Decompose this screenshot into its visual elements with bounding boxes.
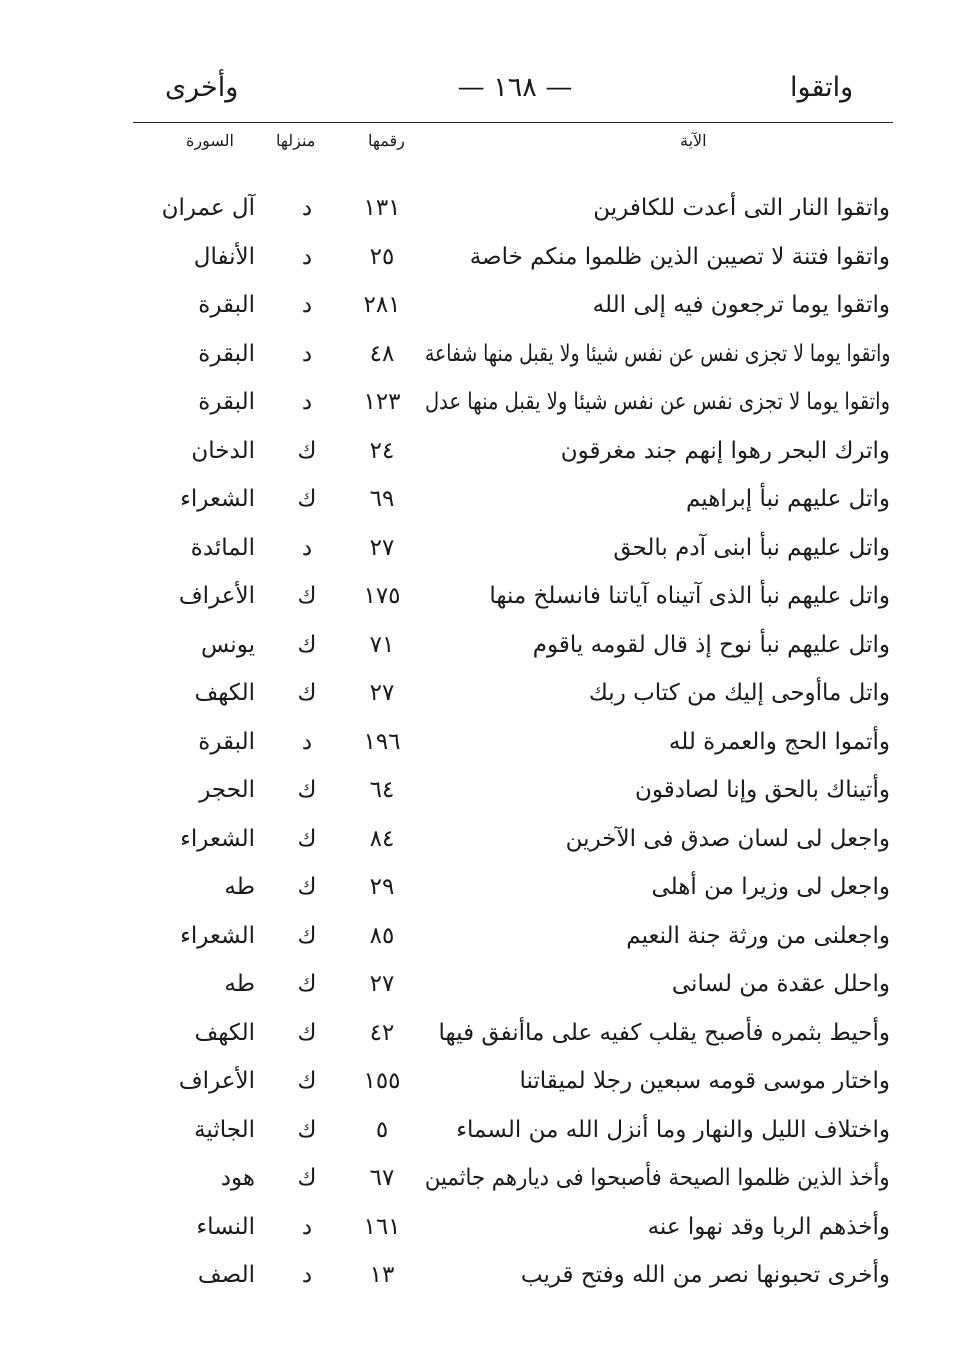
verse-number-cell: ٨٥	[369, 922, 395, 949]
verse-number-cell: ٢٥	[369, 243, 395, 270]
revelation-place-cell: ك	[297, 1116, 317, 1143]
table-row	[0, 1207, 967, 1247]
verse-number-cell: ١٣	[369, 1262, 395, 1288]
table-row	[0, 576, 967, 616]
verse-number-cell: ١٦١	[363, 1213, 401, 1240]
ayah-cell: وأتموا الحج والعمرة لله	[668, 728, 890, 755]
surah-name-cell: الحجر	[199, 777, 255, 803]
verse-number-cell: ٢٧	[369, 680, 395, 706]
verse-number-cell: ٢٤	[369, 437, 395, 464]
ayah-cell: واتقوا يوما لا تجزى نفس عن نفس شيئا ولا يقبل منها شفاعة	[424, 340, 890, 367]
ayah-cell: واتقوا فتنة لا تصيبن الذين ظلموا منكم خاصة	[469, 243, 890, 270]
surah-name-cell: الأعراف	[178, 583, 255, 609]
surah-name-cell: الكهف	[194, 680, 255, 706]
revelation-place-cell: د	[301, 292, 313, 318]
ayah-cell: واتل ماأوحى إليك من كتاب ربك	[588, 680, 890, 706]
ayah-cell: واجعل لى وزيرا من أهلى	[651, 874, 890, 900]
surah-name-cell: البقرة	[198, 728, 255, 755]
ayah-cell: واتل عليهم نبأ نوح إذ قال لقومه ياقوم	[532, 631, 890, 658]
table-row	[0, 819, 967, 859]
table-row	[0, 625, 967, 665]
ayah-cell: وأحيط بثمره فأصبح يقلب كفيه على ماأنفق فيها	[438, 1019, 890, 1046]
ayah-cell: واختار موسى قومه سبعين رجلا لميقاتنا	[519, 1068, 890, 1094]
revelation-place-cell: ك	[297, 922, 317, 949]
verse-number-cell: ١٢٣	[363, 389, 401, 415]
surah-name-cell: طه	[224, 874, 255, 900]
verse-number-cell: ٦٤	[369, 777, 395, 803]
surah-name-cell: الصف	[197, 1262, 255, 1288]
surah-name-cell: الشعراء	[180, 486, 255, 512]
revelation-place-cell: د	[301, 1262, 313, 1288]
verse-number-cell: ٧١	[369, 631, 395, 658]
table-row	[0, 1061, 967, 1101]
ayah-cell: واتل عليهم نبأ الذى آتيناه آياتنا فانسلخ منها	[489, 583, 890, 609]
surah-name-cell: طه	[224, 971, 255, 997]
ayah-cell: واتقوا النار التى أعدت للكافرين	[593, 195, 890, 221]
table-row	[0, 867, 967, 907]
column-header-surah: السورة	[186, 131, 234, 150]
revelation-place-cell: ك	[297, 486, 317, 512]
ayah-cell: وأتيناك بالحق وإنا لصادقون	[635, 777, 890, 803]
revelation-place-cell: ك	[297, 1068, 317, 1094]
ayah-cell: واتل عليهم نبأ ابنى آدم بالحق	[613, 534, 890, 561]
ayah-cell: واتقوا يوما لا تجزى نفس عن نفس شيئا ولا يقبل منها عدل	[424, 389, 890, 415]
surah-name-cell: النساء	[196, 1213, 255, 1240]
revelation-place-cell: د	[301, 728, 313, 755]
surah-name-cell: البقرة	[198, 292, 255, 318]
table-row	[0, 673, 967, 713]
column-header-number: رقمها	[368, 131, 405, 150]
header-right-word: واتقوا	[790, 72, 854, 103]
table-row	[0, 382, 967, 422]
surah-name-cell: الكهف	[194, 1019, 255, 1046]
header-left-word: وأخرى	[165, 72, 239, 103]
surah-name-cell: الأعراف	[178, 1068, 255, 1094]
table-row	[0, 770, 967, 810]
column-header-ayah: الآية	[680, 131, 707, 150]
table-row	[0, 528, 967, 568]
verse-number-cell: ٤٨	[369, 340, 395, 367]
table-row	[0, 964, 967, 1004]
ayah-cell: واجعل لى لسان صدق فى الآخرين	[565, 825, 890, 852]
surah-name-cell: آل عمران	[161, 195, 255, 221]
table-row	[0, 722, 967, 762]
table-row	[0, 479, 967, 519]
ayah-cell: واترك البحر رهوا إنهم جند مغرقون	[560, 437, 890, 464]
ayah-cell: وأخذ الذين ظلموا الصيحة فأصبحوا فى ديارهم جاثمين	[425, 1165, 890, 1191]
revelation-place-cell: د	[301, 243, 313, 270]
ayah-cell: وأخذهم الربا وقد نهوا عنه	[647, 1213, 890, 1240]
revelation-place-cell: ك	[297, 971, 317, 997]
revelation-place-cell: ك	[297, 583, 317, 609]
surah-name-cell: الدخان	[191, 437, 255, 464]
surah-name-cell: الأنفال	[193, 243, 255, 270]
ayah-cell: واجعلنى من ورثة جنة النعيم	[626, 922, 890, 949]
ayah-cell: واحلل عقدة من لسانى	[671, 971, 890, 997]
surah-name-cell: البقرة	[198, 340, 255, 367]
ayah-cell: واتقوا يوما ترجعون فيه إلى الله	[592, 292, 890, 318]
table-row	[0, 1013, 967, 1053]
revelation-place-cell: ك	[297, 680, 317, 706]
revelation-place-cell: ك	[297, 825, 317, 852]
table-row	[0, 237, 967, 277]
verse-number-cell: ٦٩	[369, 486, 395, 512]
revelation-place-cell: ك	[297, 874, 317, 900]
revelation-place-cell: د	[301, 389, 313, 415]
ayah-cell: واتل عليهم نبأ إبراهيم	[685, 486, 890, 512]
verse-number-cell: ١٩٦	[363, 728, 401, 755]
verse-number-cell: ٤٢	[369, 1019, 395, 1046]
table-row	[0, 188, 967, 228]
surah-name-cell: المائدة	[190, 534, 255, 561]
table-row	[0, 1110, 967, 1150]
revelation-place-cell: ك	[297, 1165, 317, 1191]
verse-number-cell: ١٣١	[363, 195, 401, 221]
verse-number-cell: ٦٧	[369, 1165, 395, 1191]
table-row	[0, 916, 967, 956]
revelation-place-cell: ك	[297, 437, 317, 464]
revelation-place-cell: د	[301, 195, 313, 221]
ayah-cell: وأخرى تحبونها نصر من الله وفتح قريب	[520, 1262, 890, 1288]
revelation-place-cell: ك	[297, 1019, 317, 1046]
surah-name-cell: الشعراء	[180, 825, 255, 852]
verse-number-cell: ٥	[375, 1116, 389, 1143]
surah-name-cell: يونس	[200, 631, 255, 658]
column-header-place: منزلها	[276, 131, 316, 150]
verse-number-cell: ٢٩	[369, 874, 395, 900]
table-row	[0, 431, 967, 471]
header-rule	[133, 122, 893, 123]
verse-number-cell: ١٧٥	[363, 583, 401, 609]
page-number: — ١٦٨ —	[457, 72, 573, 103]
surah-name-cell: البقرة	[198, 389, 255, 415]
table-row	[0, 1255, 967, 1295]
surah-name-cell: هود	[220, 1165, 255, 1191]
surah-name-cell: الشعراء	[180, 922, 255, 949]
verse-number-cell: ٢٨١	[363, 292, 401, 318]
ayah-cell: واختلاف الليل والنهار وما أنزل الله من السماء	[456, 1116, 890, 1143]
revelation-place-cell: ك	[297, 631, 317, 658]
verse-number-cell: ٢٧	[369, 971, 395, 997]
revelation-place-cell: د	[301, 534, 313, 561]
table-row	[0, 334, 967, 374]
table-row	[0, 1158, 967, 1198]
verse-number-cell: ٢٧	[369, 534, 395, 561]
revelation-place-cell: ك	[297, 777, 317, 803]
surah-name-cell: الجاثية	[194, 1116, 255, 1143]
revelation-place-cell: د	[301, 340, 313, 367]
verse-number-cell: ٨٤	[369, 825, 395, 852]
revelation-place-cell: د	[301, 1213, 313, 1240]
verse-number-cell: ١٥٥	[363, 1068, 401, 1094]
table-row	[0, 285, 967, 325]
